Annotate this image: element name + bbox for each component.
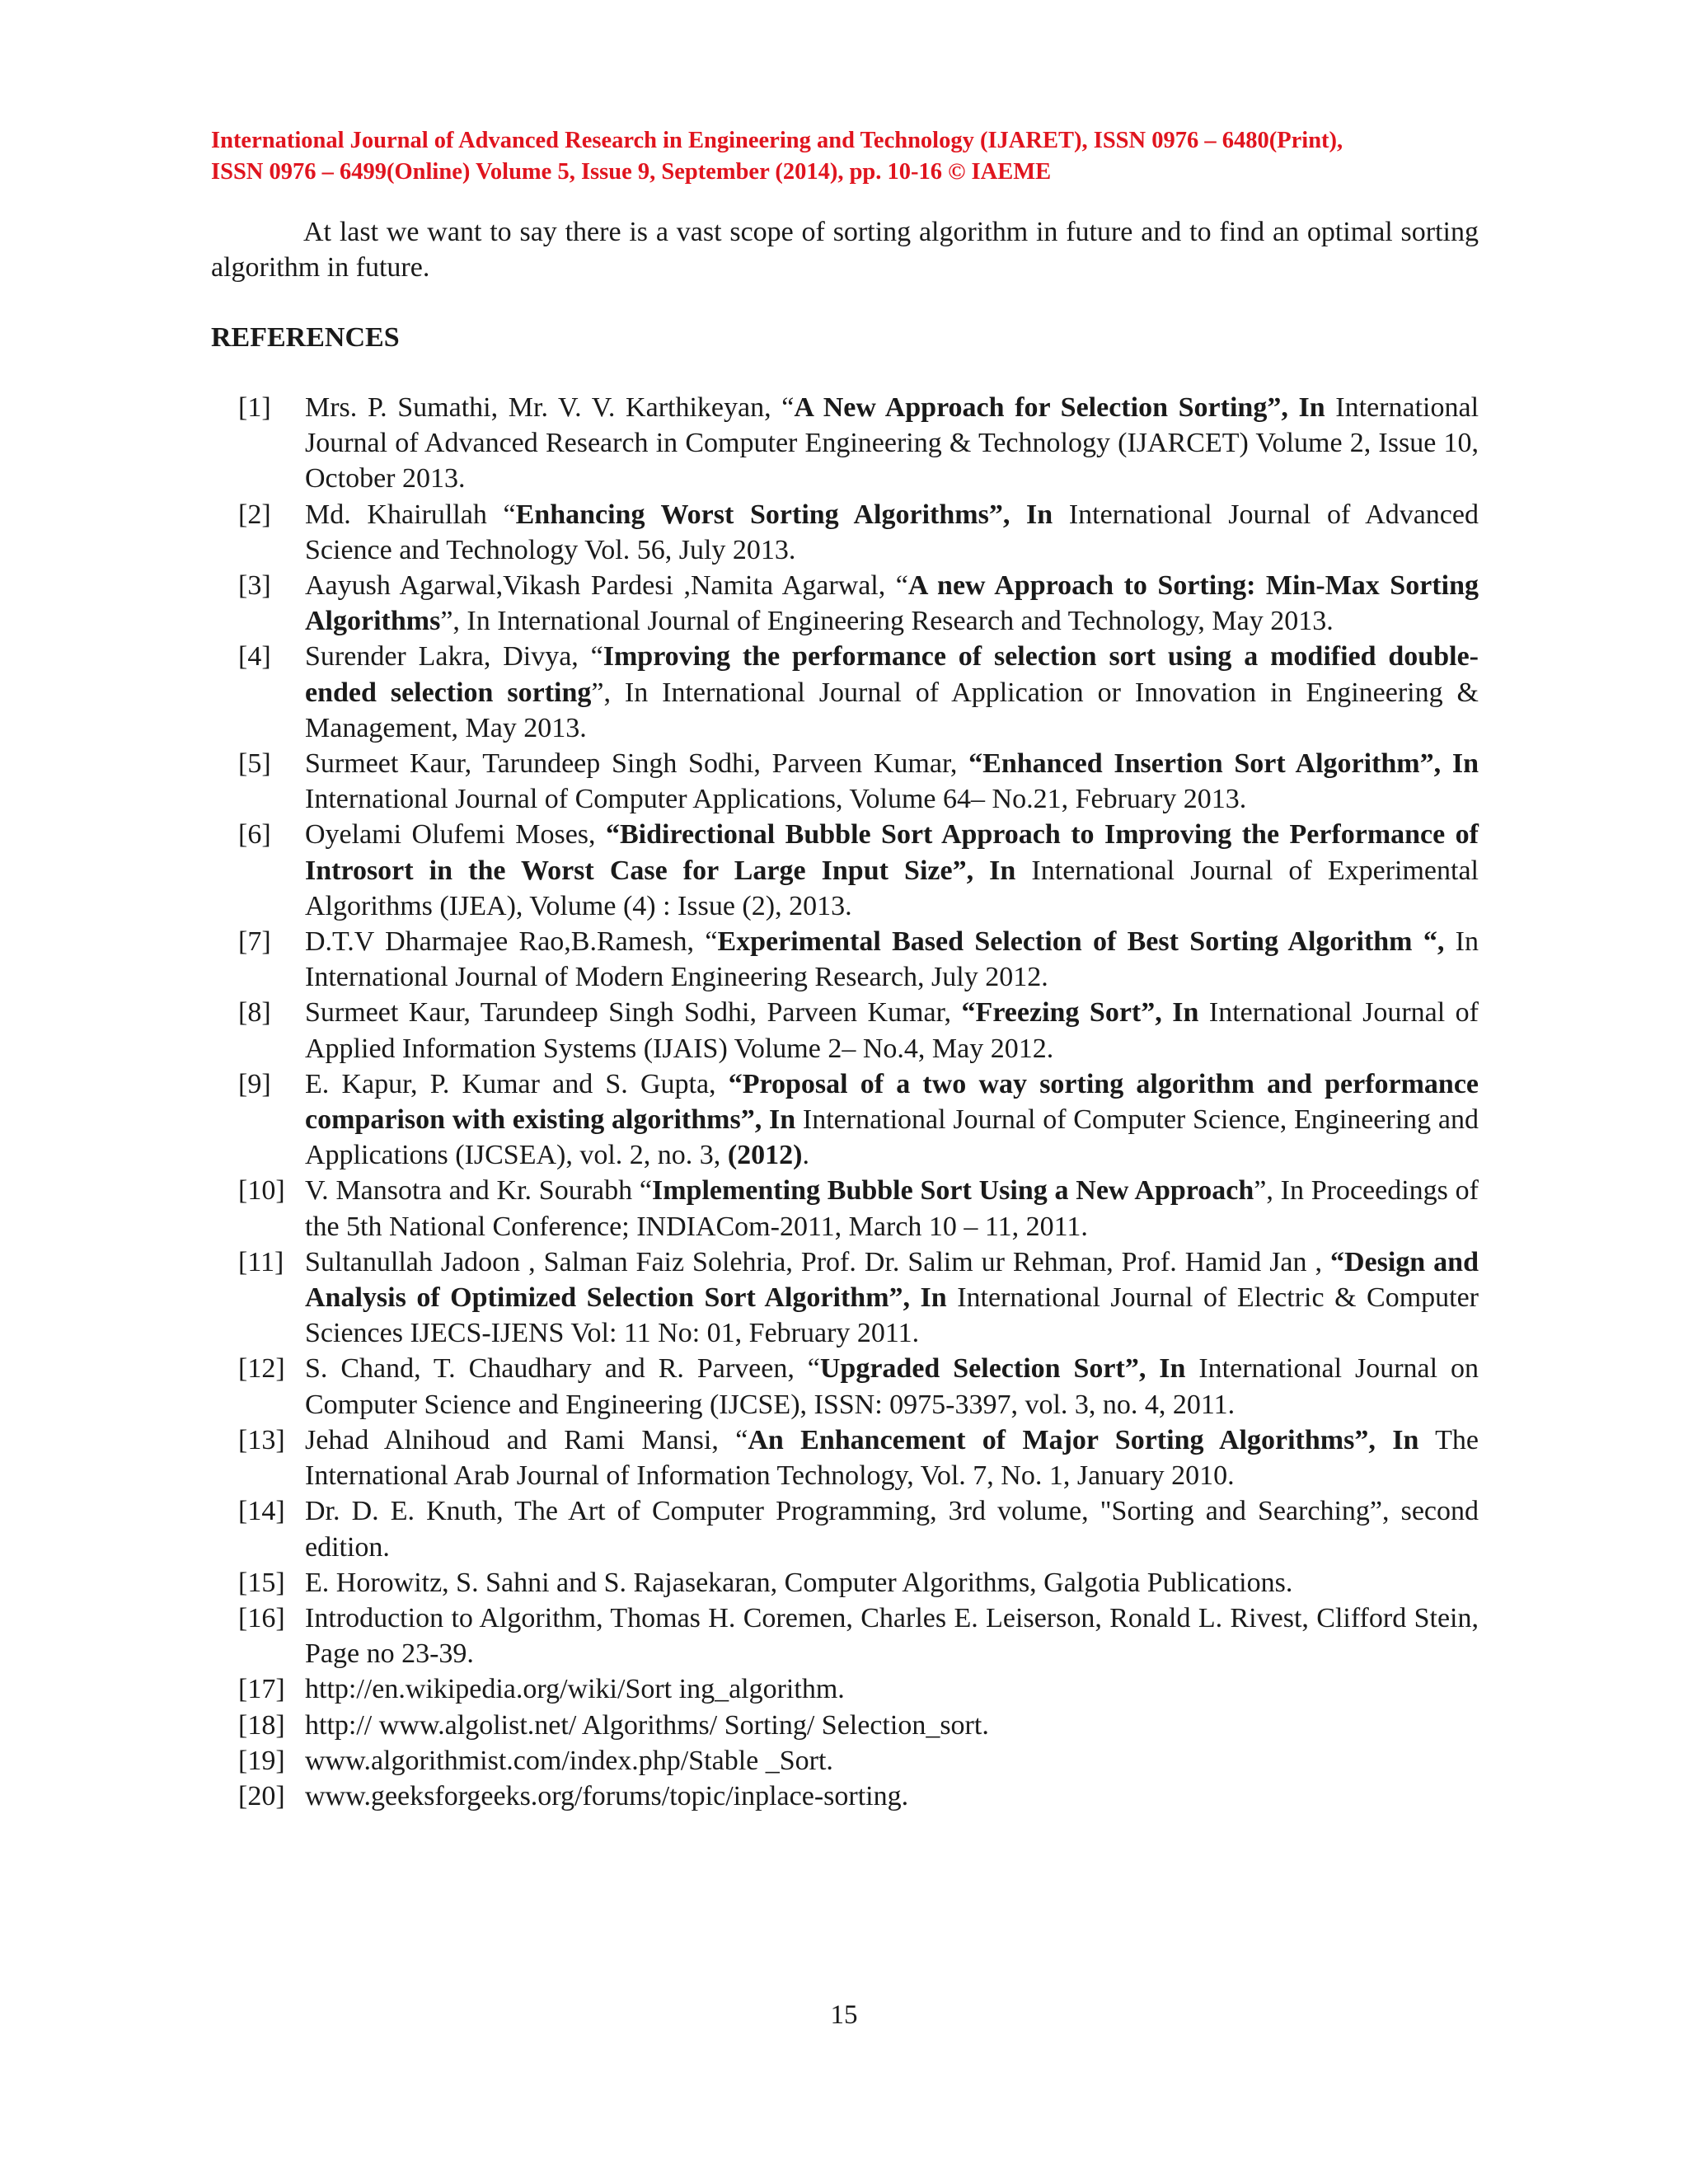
reference-text (305, 390, 1479, 497)
reference-item (211, 746, 1479, 817)
reference-item (211, 1066, 1479, 1174)
reference-title: “Design and Analysis of Optimized Selection Sort Algorithm”, In (305, 1246, 1479, 1314)
reference-number: [3] (238, 570, 271, 602)
reference-detail: Surmeet Kaur, Tarundeep Singh Sodhi, Parveen Kumar, (305, 997, 962, 1029)
reference-item (211, 1708, 1479, 1743)
reference-item (211, 639, 1479, 746)
reference-detail: Md. Khairullah “ (305, 499, 516, 530)
reference-detail: S. Chand, T. Chaudhary and R. Parveen, “ (305, 1353, 820, 1385)
reference-title: “Bidirectional Bubble Sort Approach to Improving the Performance of Introsort in the Worst Case for Large Input Size”, In (305, 819, 1479, 886)
reference-detail: E. Horowitz, S. Sahni and S. Rajasekaran, Computer Algorithms, Galgotia Publications. (305, 1567, 1293, 1598)
reference-text (305, 1244, 1479, 1352)
reference-text (305, 1066, 1479, 1174)
reference-number: [8] (238, 997, 271, 1029)
reference-detail: The International Arab Journal of Information Technology, Vol. 7, No. 1, January 2010. (305, 1424, 1479, 1492)
reference-number: [14] (238, 1496, 285, 1527)
reference-number: [9] (238, 1068, 271, 1099)
reference-detail: International Journal of Electric & Computer Sciences IJECS-IJENS Vol: 11 No: 01, February 2011. (305, 1282, 1479, 1349)
reference-text (305, 497, 1479, 568)
reference-detail: International Journal on Computer Science and Engineering (IJCSE), ISSN: 0975-3397, vol. 3, no. 4, 2011. (305, 1353, 1479, 1420)
reference-detail: http:// www.algolist.net/ Algorithms/ Sorting/ Selection_sort. (305, 1709, 989, 1741)
page-content (211, 125, 1479, 1814)
reference-text (305, 1779, 1479, 1814)
reference-item (211, 568, 1479, 639)
reference-text (305, 1351, 1479, 1422)
reference-number: [6] (238, 819, 271, 851)
reference-number: [1] (238, 392, 271, 423)
reference-text (305, 746, 1479, 817)
reference-detail: Mrs. P. Sumathi, Mr. V. V. Karthikeyan, “ (305, 392, 795, 423)
reference-item (211, 1173, 1479, 1244)
reference-item (211, 817, 1479, 924)
reference-number: [16] (238, 1602, 285, 1633)
reference-detail: International Journal of Computer Science, Engineering and Applications (IJCSEA), vol. 2, no. 3, (305, 1104, 1479, 1171)
reference-text (305, 1601, 1479, 1671)
reference-number: [18] (238, 1709, 285, 1741)
reference-detail: www.geeksforgeeks.org/forums/topic/inplace-sorting. (305, 1780, 909, 1811)
reference-detail: International Journal of Advanced Science and Technology Vol. 56, July 2013. (305, 499, 1479, 565)
reference-title: A New Approach for Selection Sorting”, In (794, 392, 1325, 423)
reference-item (211, 1422, 1479, 1493)
reference-title: “Freezing Sort”, In (961, 997, 1199, 1029)
reference-item (211, 1493, 1479, 1564)
reference-number: [11] (238, 1246, 284, 1277)
conclusion-paragraph: At last we want to say there is a vast scope of sorting algorithm in future and to find an optimal sorting algorithm in future. (211, 217, 1479, 283)
reference-item (211, 995, 1479, 1066)
reference-detail: ”, In International Journal of Engineering Research and Technology, May 2013. (440, 606, 1334, 637)
reference-detail: D.T.V Dharmajee Rao,B.Ramesh, “ (305, 926, 718, 958)
reference-item (211, 497, 1479, 568)
reference-item (211, 924, 1479, 995)
reference-detail: Jehad Alnihoud and Rami Mansi, “ (305, 1424, 748, 1455)
reference-text (305, 1565, 1479, 1601)
reference-detail: Aayush Agarwal,Vikash Pardesi ,Namita Agarwal, “ (305, 570, 908, 602)
reference-detail: Surender Lakra, Divya, “ (305, 641, 603, 673)
reference-number: [4] (238, 641, 271, 673)
reference-text (305, 1671, 1479, 1707)
reference-text (305, 1743, 1479, 1779)
reference-title: (2012) (727, 1140, 803, 1171)
journal-header-line-1: International Journal of Advanced Research in Engineering and Technology (IJARET), ISSN 0976 – 6480(Print), (211, 128, 1343, 153)
reference-text (305, 817, 1479, 924)
reference-number: [10] (238, 1175, 285, 1207)
journal-header-line-2: ISSN 0976 – 6499(Online) Volume 5, Issue 9, September (2014), pp. 10-16 © IAEME (211, 159, 1052, 185)
reference-title: Enhancing Worst Sorting Algorithms”, In (515, 499, 1053, 530)
reference-detail: Sultanullah Jadoon , Salman Faiz Solehria, Prof. Dr. Salim ur Rehman, Prof. Hamid Jan , (305, 1246, 1330, 1277)
reference-number: [17] (238, 1674, 285, 1705)
reference-detail: Oyelami Olufemi Moses, (305, 819, 606, 851)
reference-item (211, 1601, 1479, 1671)
reference-title: Implementing Bubble Sort Using a New Approach (651, 1175, 1254, 1207)
reference-text (305, 995, 1479, 1066)
references-list (211, 390, 1479, 1814)
reference-title: Experimental Based Selection of Best Sorting Algorithm “, (717, 926, 1445, 958)
reference-number: [12] (238, 1353, 285, 1385)
reference-text (305, 1173, 1479, 1244)
reference-item (211, 1779, 1479, 1814)
reference-detail: ”, In Proceedings of the 5th National Conference; INDIACom-2011, March 10 – 11, 2011. (305, 1175, 1479, 1242)
reference-text (305, 639, 1479, 746)
reference-detail: . (802, 1140, 809, 1171)
reference-number: [15] (238, 1567, 285, 1598)
reference-number: [19] (238, 1745, 285, 1776)
reference-detail: International Journal of Experimental Algorithms (IJEA), Volume (4) : Issue (2), 2013. (305, 855, 1479, 921)
references-heading: REFERENCES (211, 322, 400, 353)
reference-detail: V. Mansotra and Kr. Sourabh “ (305, 1175, 652, 1207)
reference-detail: ”, In International Journal of Application or Innovation in Engineering & Management, May 2013. (305, 677, 1479, 743)
reference-detail: Dr. D. E. Knuth, The Art of Computer Programming, 3rd volume, "Sorting and Searching”, second edition. (305, 1496, 1479, 1563)
reference-detail: International Journal of Advanced Research in Computer Engineering & Technology (IJARCET) Volume 2, Issue 10, October 2013. (305, 392, 1479, 494)
reference-detail: www.algorithmist.com/index.php/Stable _Sort. (305, 1745, 833, 1776)
reference-text (305, 1422, 1479, 1493)
page-number: 15 (830, 2000, 858, 2030)
reference-item (211, 1565, 1479, 1601)
reference-detail: http://en.wikipedia.org/wiki/Sort ing_algorithm. (305, 1674, 845, 1705)
reference-item (211, 1671, 1479, 1707)
reference-item (211, 1743, 1479, 1779)
reference-item (211, 390, 1479, 497)
reference-number: [7] (238, 926, 271, 958)
reference-item (211, 1244, 1479, 1352)
reference-title: An Enhancement of Major Sorting Algorithms”, In (748, 1424, 1419, 1455)
reference-title: “Proposal of a two way sorting algorithm and performance comparison with existing algorithms”, In (305, 1068, 1479, 1136)
reference-number: [2] (238, 499, 271, 530)
reference-item (211, 1351, 1479, 1422)
reference-title: Upgraded Selection Sort”, In (819, 1353, 1186, 1385)
reference-detail: International Journal of Computer Applications, Volume 64– No.21, February 2013. (305, 784, 1247, 815)
reference-number: [5] (238, 748, 271, 780)
reference-number: [20] (238, 1780, 285, 1811)
reference-title: A new Approach to Sorting: Min-Max Sorting Algorithms (305, 570, 1479, 637)
journal-header (211, 125, 1479, 188)
reference-text (305, 1708, 1479, 1743)
reference-detail: Surmeet Kaur, Tarundeep Singh Sodhi, Parveen Kumar, (305, 748, 969, 780)
reference-detail: Introduction to Algorithm, Thomas H. Coremen, Charles E. Leiserson, Ronald L. Rivest, Clifford Stein, Page no 23-39. (305, 1602, 1479, 1670)
reference-title: “Enhanced Insertion Sort Algorithm”, In (968, 748, 1479, 780)
reference-detail: In International Journal of Modern Engineering Research, July 2012. (305, 926, 1479, 993)
reference-number: [13] (238, 1424, 285, 1455)
reference-text (305, 568, 1479, 639)
reference-title: Improving the performance of selection sort using a modified double-ended selection sorting (305, 641, 1479, 708)
reference-text (305, 924, 1479, 995)
reference-detail: E. Kapur, P. Kumar and S. Gupta, (305, 1068, 729, 1099)
reference-text (305, 1493, 1479, 1564)
reference-detail: International Journal of Applied Information Systems (IJAIS) Volume 2– No.4, May 2012. (305, 997, 1479, 1064)
